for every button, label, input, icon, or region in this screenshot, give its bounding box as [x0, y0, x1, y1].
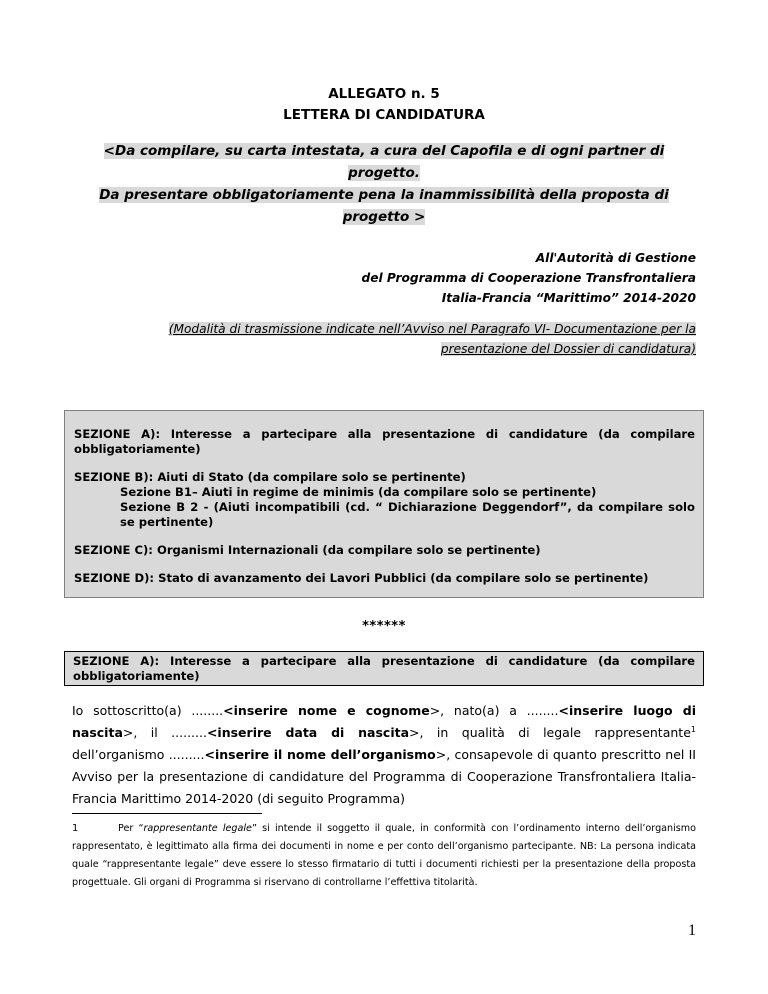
body-text-1: Io sottoscritto(a) ........ — [72, 703, 224, 718]
body-text-3: >, il ......... — [122, 725, 207, 740]
footnote-text-after: ” si intende il soggetto il quale, in conformità con l’ordinamento interno dell’organismo rappresentato, è legittimato alla firma dei documenti in nome e per conto dell’organismo partecipante. NB: La persona indicata quale “rappresentante legale” deve essere lo stesso firmatario di tutti i documenti richiesti per la presentazione della proposta progettuale. Gli organi di Programma si riservano di controllarne l’effettiva titolarità. — [72, 823, 696, 888]
body-text-2: >, nato(a) a ........ — [429, 703, 559, 718]
body-text-6: >, consapevole di quanto prescritto nel II Avviso per la presentazione di candidature del Programma di Cooperazione Transfrontaliera Italia-Francia Marittimo 2014-2020 (di seguito Programma) — [72, 747, 696, 806]
compilation-instruction — [70, 140, 698, 228]
section-a-heading: SEZIONE A): Interesse a partecipare alla presentazione di candidature (da compilare obbligatoriamente) — [64, 651, 704, 686]
instruction-line-2: Da presentare obbligatoriamente pena la inammissibilità della proposta di — [99, 187, 669, 203]
summary-section-a: SEZIONE A): Interesse a partecipare alla presentazione di candidature (da compilare obbligatoriamente) — [74, 427, 695, 456]
footnote — [72, 820, 696, 892]
placeholder-birthdate: <inserire data di nascita — [206, 725, 410, 740]
summary-section-b2: Sezione B 2 - (Aiuti incompatibili (cd. “ Dichiarazione Deggendorf”, da compilare solo se pertinente) — [120, 500, 695, 529]
body-text-5: dell’organismo ......... — [72, 747, 205, 762]
transmission-note — [116, 319, 696, 359]
placeholder-organisation: <inserire il nome dell’organismo — [204, 747, 436, 762]
document-title-block — [0, 84, 768, 126]
summary-section-b1: Sezione B1– Aiuti in regime de minimis (da compilare solo se pertinente) — [120, 485, 597, 499]
instruction-line-1: <Da compilare, su carta intestata, a cura del Capofila e di ogni partner di progetto. — [103, 143, 665, 181]
addressee-line-1: All'Autorità di Gestione — [535, 251, 696, 265]
summary-section-b: SEZIONE B): Aiuti di Stato (da compilare solo se pertinente) — [74, 470, 466, 484]
footnote-number: 1 — [72, 823, 79, 834]
transmission-line-1: (Modalità di trasmissione indicate nell’Avviso nel Paragrafo VI- Documentazione per la — [168, 322, 696, 336]
footnote-reference[interactable]: 1 — [690, 724, 696, 734]
transmission-line-2: presentazione del Dossier di candidatura) — [440, 342, 696, 356]
addressee-line-2: del Programma di Cooperazione Transfrontaliera — [361, 271, 696, 285]
separator-stars: ****** — [362, 619, 406, 634]
footnote-term: rappresentante legale — [143, 823, 252, 834]
letter-title: LETTERA DI CANDIDATURA — [283, 107, 485, 123]
footnote-separator — [72, 813, 262, 814]
addressee-block — [176, 248, 696, 308]
addressee-line-3: Italia-Francia “Marittimo” 2014-2020 — [441, 291, 696, 305]
page-number: 1 — [688, 922, 696, 939]
declaration-paragraph — [72, 700, 696, 810]
instruction-line-3: progetto > — [342, 209, 426, 225]
footnote-text-before: Per “ — [118, 823, 144, 834]
annex-label: ALLEGATO n. 5 — [328, 86, 440, 102]
placeholder-name: <inserire nome e cognome — [223, 703, 430, 718]
summary-section-d: SEZIONE D): Stato di avanzamento dei Lavori Pubblici (da compilare solo se pertinente) — [74, 571, 649, 585]
body-text-4: >, in qualità di legale rappresentante — [409, 725, 691, 740]
summary-section-c: SEZIONE C): Organismi Internazionali (da compilare solo se pertinente) — [74, 543, 541, 557]
sections-summary-box — [64, 410, 704, 598]
placeholder-birthplace: <inserire luogo di nascita — [72, 703, 697, 740]
